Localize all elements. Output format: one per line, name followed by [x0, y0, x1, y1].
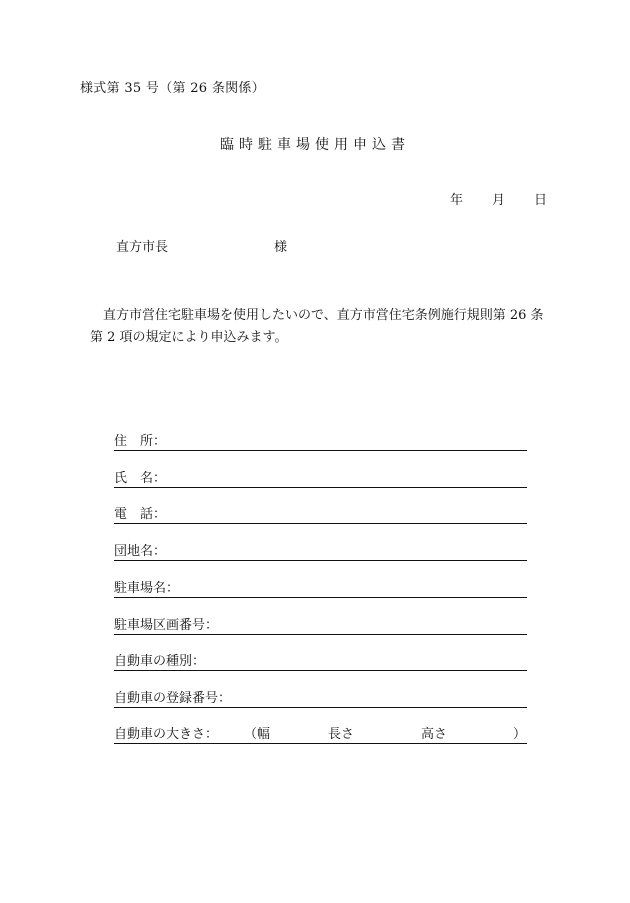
parking-section-label: 駐車場区画番号：: [114, 618, 219, 633]
car-type-field[interactable]: [114, 654, 527, 671]
car-width-label: （幅: [244, 727, 271, 742]
complex-name-label: 団地名：: [114, 544, 167, 559]
car-height-label: 高さ: [421, 727, 448, 742]
name-label: 氏 名：: [114, 471, 167, 486]
statement-line-2: 第 2 項の規定により申込みます。: [90, 330, 288, 345]
address-label: 住 所：: [114, 434, 167, 449]
car-type-label: 自動車の種別：: [114, 654, 206, 669]
address-field[interactable]: [114, 434, 527, 451]
phone-label: 電 話：: [114, 507, 167, 522]
car-length-label: 長さ: [328, 727, 355, 742]
form-number: 様式第 35 号（第 26 条関係）: [80, 81, 266, 96]
document-title: 臨時駐車場使用申込書: [220, 137, 410, 153]
date-month-label: 月: [492, 193, 506, 208]
car-registration-field[interactable]: [114, 691, 527, 708]
complex-name-field[interactable]: [114, 544, 527, 561]
application-statement: [90, 305, 550, 349]
parking-name-field[interactable]: [114, 581, 527, 598]
car-registration-label: 自動車の登録番号：: [114, 691, 232, 706]
addressee-honorific: 様: [274, 240, 288, 255]
statement-line-1: 直方市営住宅駐車場を使用したいので、直方市営住宅条例施行規則第 26 条: [103, 308, 544, 323]
parking-section-field[interactable]: [114, 618, 527, 635]
phone-field[interactable]: [114, 507, 527, 524]
name-field[interactable]: [114, 471, 527, 488]
addressee-name: 直方市長: [116, 240, 169, 255]
car-size-label: 自動車の大きさ：: [114, 727, 219, 742]
parking-name-label: 駐車場名：: [114, 581, 180, 596]
car-size-close-paren: ）: [513, 727, 527, 742]
date-line: [450, 189, 547, 208]
date-year-label: 年: [450, 193, 464, 208]
car-size-field[interactable]: [114, 727, 527, 744]
date-day-label: 日: [534, 193, 548, 208]
